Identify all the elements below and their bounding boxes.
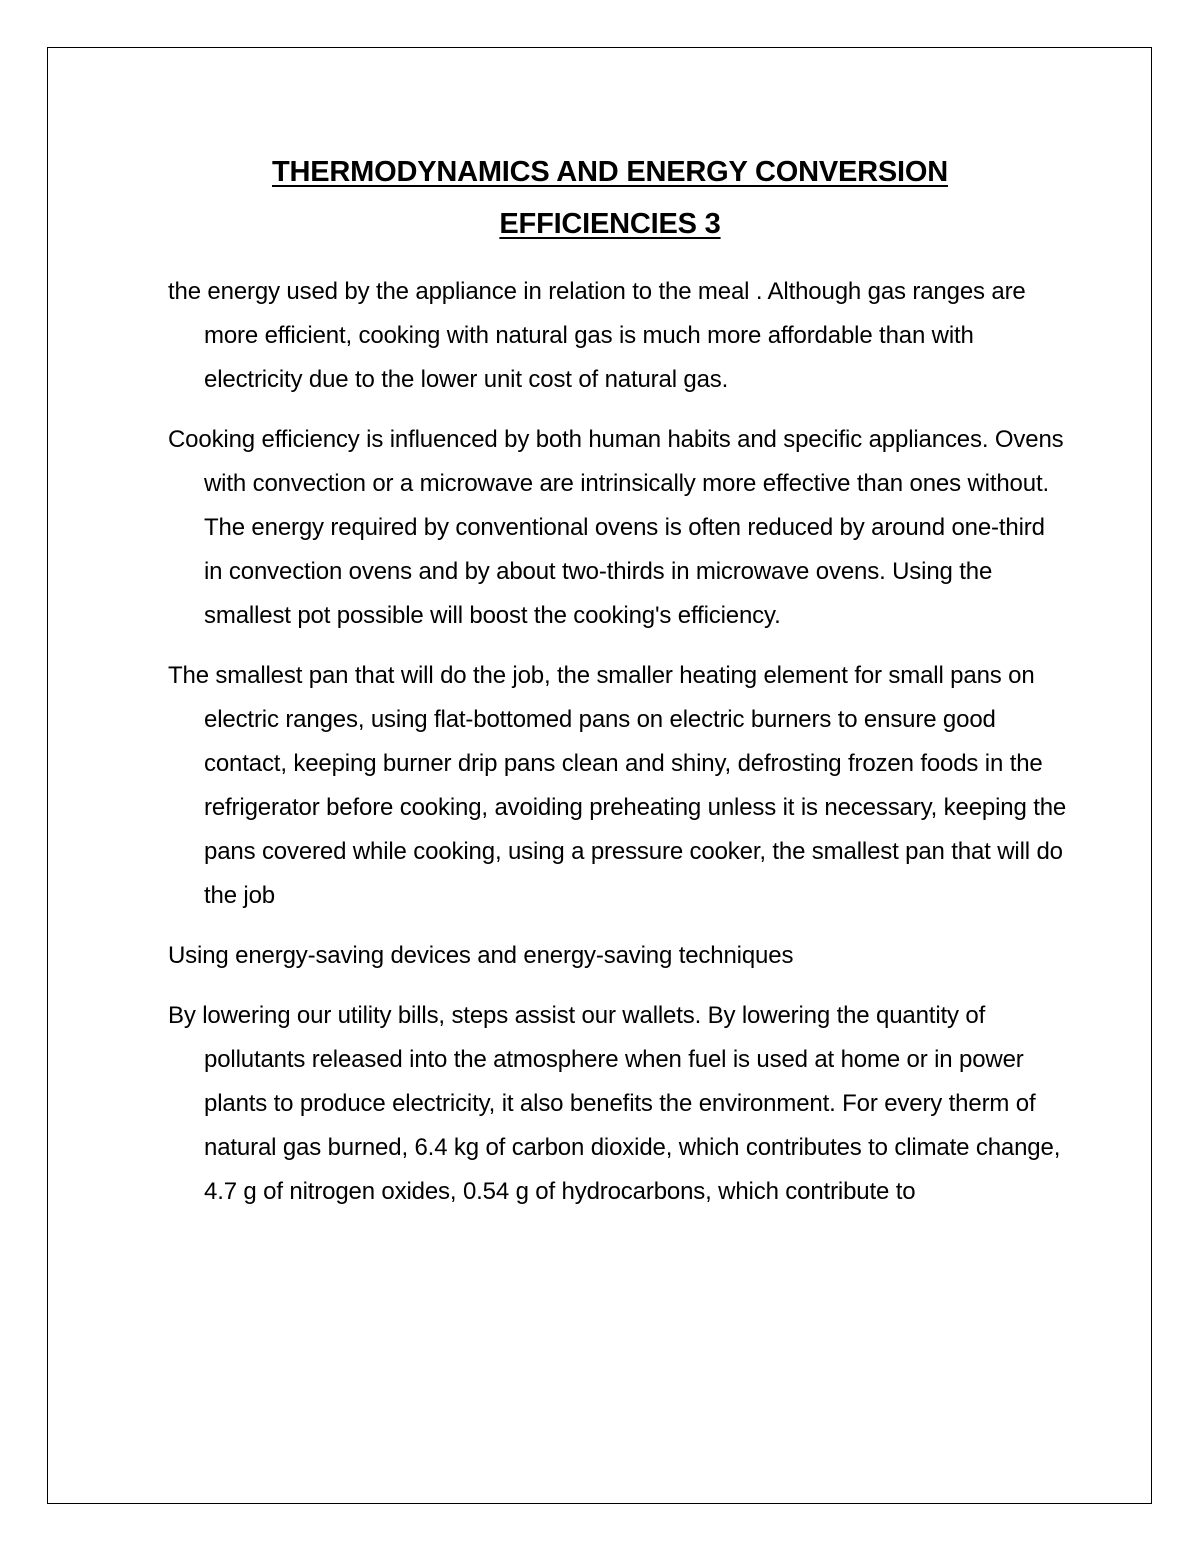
paragraph-2: Cooking efficiency is influenced by both human habits and specific appliances. Ovens with convection or a microwave are intrinsically more effective than ones without. The energy required by conventional ovens is often reduced by around one-third in convection ovens and by about two-thirds in microwave ovens. Using the smallest pot possible will boost the cooking's efficiency. xyxy=(168,426,1064,629)
title-line-2: EFFICIENCIES 3 xyxy=(499,208,721,240)
document-title xyxy=(150,146,1070,250)
paragraph-3: The smallest pan that will do the job, the smaller heating element for small pans on electric ranges, using flat-bottomed pans on electric burners to ensure good contact, keeping burner drip pans clean and shiny, defrosting frozen foods in the refrigerator before cooking, avoiding preheating unless it is necessary, keeping the pans covered while cooking, using a pressure cooker, the smallest pan that will do the job xyxy=(168,662,1067,909)
paragraph-5: By lowering our utility bills, steps assist our wallets. By lowering the quantity of pollutants released into the atmosphere when fuel is used at home or in power plants to produce electricity, it also benefits the environment. For every therm of natural gas burned, 6.4 kg of carbon dioxide, which contributes to climate change, 4.7 g of nitrogen oxides, 0.54 g of hydrocarbons, which contribute to xyxy=(168,1002,1061,1205)
title-line-1: THERMODYNAMICS AND ENERGY CONVERSION xyxy=(272,156,948,188)
paragraph-4: Using energy-saving devices and energy-saving techniques xyxy=(168,942,794,969)
paragraph-1: the energy used by the appliance in relation to the meal . Although gas ranges are more efficient, cooking with natural gas is much more affordable than with electricity due to the lower unit cost of natural gas. xyxy=(168,278,1026,393)
document-body xyxy=(168,270,1068,1230)
